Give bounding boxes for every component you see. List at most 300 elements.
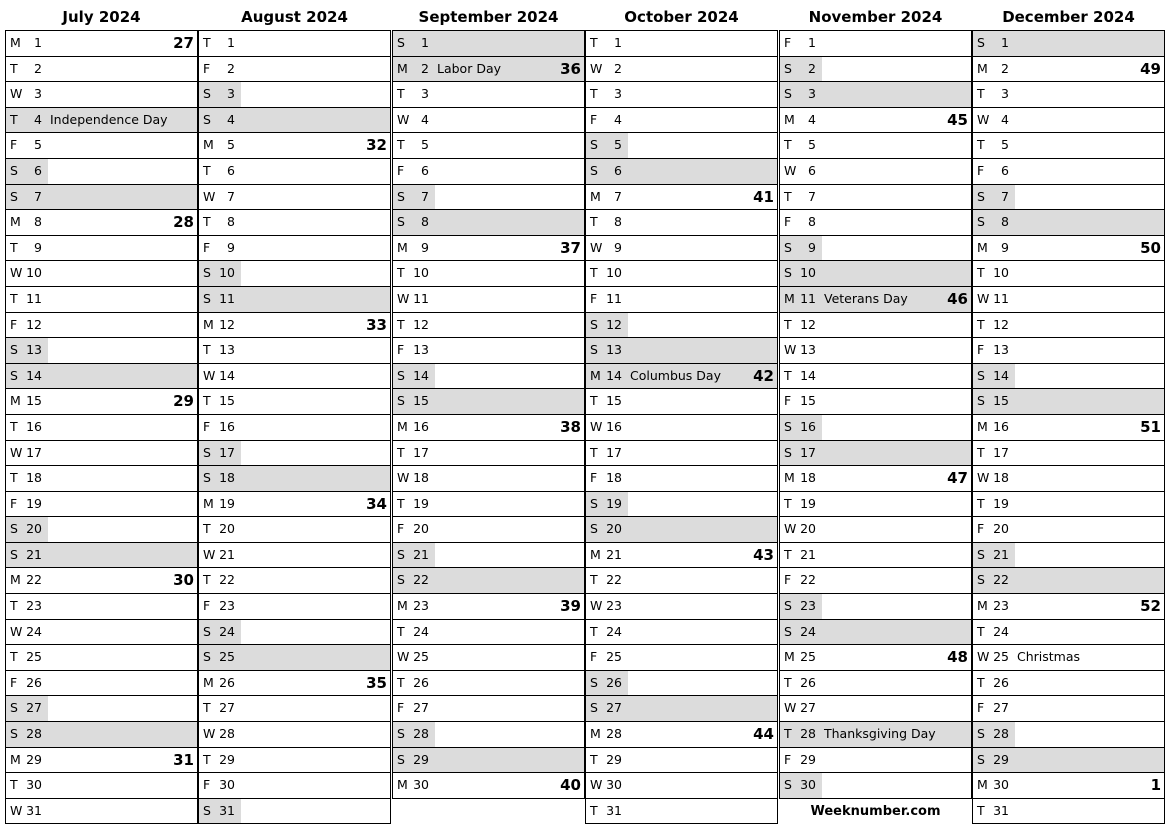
day-row <box>586 645 778 671</box>
day-number: 20 <box>800 521 816 537</box>
day-number: 24 <box>800 623 816 639</box>
day-row <box>199 568 391 594</box>
weekday-letter: S <box>784 444 792 460</box>
day-number: 16 <box>413 418 429 434</box>
day-number: 18 <box>800 470 816 486</box>
day-number: 29 <box>413 751 429 767</box>
day-row <box>973 722 1165 748</box>
day-number: 14 <box>219 367 235 383</box>
weekday-letter: F <box>203 418 211 434</box>
day-row <box>393 441 585 467</box>
day-number: 26 <box>993 674 1009 690</box>
weekday-letter: M <box>203 495 214 511</box>
day-row <box>6 722 198 748</box>
day-number: 31 <box>26 802 42 818</box>
day-row <box>6 799 198 825</box>
weekday-letter: M <box>784 649 795 665</box>
day-number: 30 <box>993 777 1009 793</box>
day-row <box>780 338 972 364</box>
weekday-letter: T <box>590 623 598 639</box>
weekday-letter: W <box>397 290 410 306</box>
day-row <box>199 159 391 185</box>
day-number: 25 <box>993 649 1009 665</box>
day-number: 11 <box>800 290 816 306</box>
weekday-letter: T <box>590 751 598 767</box>
day-number: 29 <box>800 751 816 767</box>
weekday-letter: T <box>590 265 598 281</box>
day-row <box>393 313 585 339</box>
day-number: 30 <box>26 777 42 793</box>
weekday-letter: S <box>590 162 598 178</box>
holiday-label: Christmas <box>1017 649 1081 665</box>
weekday-letter: S <box>397 188 405 204</box>
weekday-letter: S <box>784 86 792 102</box>
day-row <box>973 57 1165 83</box>
weekday-letter: F <box>10 495 18 511</box>
day-number: 27 <box>26 700 42 716</box>
weekday-letter: F <box>590 470 598 486</box>
day-row <box>973 568 1165 594</box>
weekday-letter: W <box>10 623 23 639</box>
day-row <box>393 210 585 236</box>
weekday-letter: S <box>10 188 18 204</box>
weekday-letter: T <box>203 35 211 50</box>
day-row <box>586 389 778 415</box>
week-number: 38 <box>560 417 581 436</box>
day-number: 21 <box>219 546 235 562</box>
day-row <box>973 338 1165 364</box>
weekday-letter: F <box>784 35 792 50</box>
day-row <box>199 645 391 671</box>
day-number: 9 <box>1001 239 1009 255</box>
day-row <box>6 287 198 313</box>
weekday-letter: T <box>590 393 598 409</box>
weekday-letter: F <box>784 393 792 409</box>
day-row <box>973 543 1165 569</box>
day-row <box>780 748 972 774</box>
day-number: 9 <box>614 239 622 255</box>
day-row <box>780 517 972 543</box>
day-number: 1 <box>227 35 235 50</box>
day-number: 3 <box>1001 86 1009 102</box>
day-number: 7 <box>421 188 429 204</box>
week-number: 32 <box>366 136 387 155</box>
day-row <box>393 185 585 211</box>
day-number: 28 <box>800 726 816 742</box>
day-number: 9 <box>421 239 429 255</box>
weekday-letter: W <box>397 470 410 486</box>
day-row <box>6 364 198 390</box>
weekday-letter: T <box>10 60 18 76</box>
day-row <box>393 133 585 159</box>
day-number: 23 <box>993 598 1009 614</box>
day-number: 6 <box>421 162 429 178</box>
weekday-letter: T <box>784 316 792 332</box>
day-number: 10 <box>26 265 42 281</box>
day-row <box>780 466 972 492</box>
day-row <box>586 261 778 287</box>
day-number: 11 <box>219 290 235 306</box>
day-row <box>973 799 1165 825</box>
weekday-letter: S <box>977 726 985 742</box>
day-row <box>393 82 585 108</box>
day-row <box>393 389 585 415</box>
day-number: 24 <box>26 623 42 639</box>
day-number: 2 <box>34 60 42 76</box>
day-row <box>393 108 585 134</box>
weekday-letter: W <box>10 86 23 102</box>
day-row <box>6 492 198 518</box>
day-row <box>6 108 198 134</box>
day-number: 11 <box>413 290 429 306</box>
day-number: 19 <box>219 495 235 511</box>
day-number: 20 <box>993 521 1009 537</box>
day-row <box>393 415 585 441</box>
week-number: 45 <box>947 110 968 129</box>
day-list <box>585 30 778 824</box>
day-row <box>6 236 198 262</box>
day-number: 17 <box>219 444 235 460</box>
day-row <box>586 31 778 57</box>
day-row <box>973 287 1165 313</box>
month-title: September 2024 <box>418 8 559 26</box>
day-number: 24 <box>413 623 429 639</box>
weekday-letter: T <box>203 214 211 230</box>
weekday-letter: F <box>784 572 792 588</box>
weekday-letter: T <box>203 521 211 537</box>
day-row <box>973 261 1165 287</box>
day-number: 23 <box>26 598 42 614</box>
day-row <box>973 133 1165 159</box>
weekday-letter: T <box>203 751 211 767</box>
weekday-letter: S <box>203 649 211 665</box>
weekday-letter: F <box>10 137 18 153</box>
day-row <box>973 236 1165 262</box>
day-number: 25 <box>800 649 816 665</box>
day-row <box>6 543 198 569</box>
weekday-letter: T <box>397 495 405 511</box>
day-number: 7 <box>1001 188 1009 204</box>
weekday-letter: T <box>10 649 18 665</box>
day-number: 20 <box>413 521 429 537</box>
weekday-letter: M <box>397 777 408 793</box>
day-row <box>199 57 391 83</box>
weekday-letter: M <box>397 598 408 614</box>
weekday-letter: T <box>977 86 985 102</box>
day-row <box>973 364 1165 390</box>
week-number: 44 <box>753 725 774 744</box>
weekday-letter: M <box>977 239 988 255</box>
day-row <box>586 82 778 108</box>
weekday-letter: S <box>203 802 211 818</box>
day-row <box>393 620 585 646</box>
day-number: 8 <box>808 214 816 230</box>
day-row <box>6 31 198 57</box>
holiday-label: Labor Day <box>437 60 502 76</box>
day-row <box>199 773 391 799</box>
day-row <box>586 517 778 543</box>
day-row <box>973 645 1165 671</box>
day-number: 8 <box>421 214 429 230</box>
weekday-letter: T <box>10 470 18 486</box>
weekday-letter: M <box>397 60 408 76</box>
weekday-letter: W <box>397 649 410 665</box>
weekday-letter: S <box>397 546 405 562</box>
day-number: 22 <box>26 572 42 588</box>
day-row <box>586 492 778 518</box>
weekday-letter: M <box>590 367 601 383</box>
day-number: 28 <box>26 726 42 742</box>
day-number: 19 <box>413 495 429 511</box>
day-number: 17 <box>413 444 429 460</box>
day-row <box>199 799 391 825</box>
day-row <box>973 671 1165 697</box>
weekday-letter: T <box>977 674 985 690</box>
day-number: 2 <box>421 60 429 76</box>
day-number: 12 <box>26 316 42 332</box>
weekday-letter: S <box>203 265 211 281</box>
weekday-letter: F <box>203 598 211 614</box>
week-number: 51 <box>1140 417 1161 436</box>
day-row <box>780 773 972 799</box>
weekday-letter: M <box>590 726 601 742</box>
day-row <box>393 236 585 262</box>
day-row <box>393 261 585 287</box>
weekday-letter: T <box>977 802 985 818</box>
weekday-letter: S <box>397 751 405 767</box>
day-row <box>6 748 198 774</box>
day-number: 6 <box>808 162 816 178</box>
day-row <box>199 748 391 774</box>
weekday-letter: S <box>590 316 598 332</box>
day-row <box>780 415 972 441</box>
day-number: 12 <box>800 316 816 332</box>
day-row <box>586 415 778 441</box>
day-row <box>780 645 972 671</box>
day-row <box>780 568 972 594</box>
day-number: 29 <box>993 751 1009 767</box>
holiday-label: Independence Day <box>50 111 168 127</box>
day-row <box>6 441 198 467</box>
day-number: 28 <box>606 726 622 742</box>
week-number: 33 <box>366 315 387 334</box>
weekday-letter: W <box>10 265 23 281</box>
month-title: August 2024 <box>241 8 348 26</box>
weekday-letter: T <box>590 214 598 230</box>
day-number: 3 <box>227 86 235 102</box>
week-number: 28 <box>173 213 194 232</box>
day-number: 2 <box>614 60 622 76</box>
day-row <box>199 671 391 697</box>
day-number: 21 <box>413 546 429 562</box>
day-row <box>586 313 778 339</box>
day-row <box>586 287 778 313</box>
month-column <box>779 0 972 824</box>
day-row <box>973 159 1165 185</box>
day-row <box>199 517 391 543</box>
weekday-letter: S <box>10 700 18 716</box>
weekday-letter: W <box>10 802 23 818</box>
weekday-letter: S <box>203 86 211 102</box>
day-row <box>973 108 1165 134</box>
day-number: 10 <box>800 265 816 281</box>
day-number: 4 <box>227 111 235 127</box>
weekday-letter: S <box>397 393 405 409</box>
day-row <box>586 133 778 159</box>
day-number: 27 <box>413 700 429 716</box>
day-number: 13 <box>26 342 42 358</box>
weekday-letter: T <box>590 572 598 588</box>
day-number: 16 <box>606 418 622 434</box>
day-number: 18 <box>26 470 42 486</box>
weekday-letter: M <box>203 316 214 332</box>
day-number: 20 <box>606 521 622 537</box>
day-number: 19 <box>993 495 1009 511</box>
day-number: 4 <box>34 111 42 127</box>
weekday-letter: M <box>590 546 601 562</box>
day-number: 15 <box>413 393 429 409</box>
day-row <box>6 159 198 185</box>
day-number: 18 <box>413 470 429 486</box>
day-number: 4 <box>808 111 816 127</box>
weekday-letter: S <box>977 188 985 204</box>
weekday-letter: T <box>590 802 598 818</box>
day-row <box>6 568 198 594</box>
day-number: 22 <box>219 572 235 588</box>
week-number: 43 <box>753 545 774 564</box>
day-number: 19 <box>26 495 42 511</box>
day-number: 31 <box>606 802 622 818</box>
day-number: 25 <box>606 649 622 665</box>
day-row <box>586 441 778 467</box>
day-row <box>6 261 198 287</box>
day-row <box>199 82 391 108</box>
week-number: 27 <box>173 34 194 52</box>
week-number: 52 <box>1140 597 1161 616</box>
weekday-letter: W <box>977 111 990 127</box>
weekday-letter: T <box>977 444 985 460</box>
day-row <box>586 466 778 492</box>
day-list <box>972 30 1165 824</box>
weekday-letter: M <box>784 290 795 306</box>
weekday-letter: S <box>784 623 792 639</box>
day-row <box>393 543 585 569</box>
weekday-letter: M <box>977 418 988 434</box>
day-number: 5 <box>614 137 622 153</box>
day-number: 25 <box>219 649 235 665</box>
day-number: 31 <box>219 802 235 818</box>
day-number: 29 <box>606 751 622 767</box>
weekday-letter: W <box>590 418 603 434</box>
day-row <box>780 313 972 339</box>
weekday-letter: S <box>590 674 598 690</box>
weekday-letter: S <box>590 700 598 716</box>
weekday-letter: M <box>10 393 21 409</box>
day-row <box>199 261 391 287</box>
week-number: 46 <box>947 289 968 308</box>
day-number: 30 <box>800 777 816 793</box>
weekday-letter: W <box>977 649 990 665</box>
day-number: 21 <box>800 546 816 562</box>
weekday-letter: M <box>10 214 21 230</box>
day-row <box>6 671 198 697</box>
weekday-letter: T <box>10 111 18 127</box>
day-row <box>973 415 1165 441</box>
holiday-label: Columbus Day <box>630 367 721 383</box>
weekday-letter: T <box>397 674 405 690</box>
weekday-letter: M <box>977 777 988 793</box>
weekday-letter: F <box>397 700 405 716</box>
weekday-letter: W <box>590 598 603 614</box>
day-number: 21 <box>606 546 622 562</box>
weekday-letter: T <box>784 546 792 562</box>
day-row <box>780 594 972 620</box>
day-number: 30 <box>413 777 429 793</box>
day-number: 9 <box>34 239 42 255</box>
day-row <box>973 492 1165 518</box>
day-number: 11 <box>993 290 1009 306</box>
weekday-letter: S <box>977 393 985 409</box>
day-number: 19 <box>800 495 816 511</box>
day-row <box>586 799 778 825</box>
day-number: 2 <box>808 60 816 76</box>
weekday-letter: T <box>397 316 405 332</box>
day-row <box>586 748 778 774</box>
weekday-letter: S <box>590 342 598 358</box>
weekday-letter: F <box>397 342 405 358</box>
day-number: 29 <box>26 751 42 767</box>
day-number: 14 <box>606 367 622 383</box>
day-row <box>6 313 198 339</box>
weekday-letter: S <box>977 572 985 588</box>
day-row <box>780 364 972 390</box>
day-row <box>199 594 391 620</box>
day-number: 2 <box>1001 60 1009 76</box>
day-number: 12 <box>219 316 235 332</box>
weekday-letter: T <box>397 444 405 460</box>
day-row <box>393 57 585 83</box>
day-row <box>199 441 391 467</box>
day-number: 6 <box>614 162 622 178</box>
day-number: 10 <box>219 265 235 281</box>
month-title: October 2024 <box>624 8 739 26</box>
day-row <box>393 517 585 543</box>
day-row <box>586 722 778 748</box>
day-row <box>780 82 972 108</box>
day-number: 22 <box>606 572 622 588</box>
weekday-letter: S <box>10 162 18 178</box>
day-row <box>199 210 391 236</box>
day-row <box>199 31 391 57</box>
day-row <box>199 338 391 364</box>
day-row <box>393 364 585 390</box>
weekday-letter: F <box>977 162 985 178</box>
day-row <box>973 594 1165 620</box>
weekday-letter: F <box>203 60 211 76</box>
day-number: 1 <box>614 35 622 50</box>
weekday-letter: T <box>784 188 792 204</box>
day-number: 7 <box>614 188 622 204</box>
day-row <box>973 389 1165 415</box>
day-row <box>6 645 198 671</box>
day-number: 14 <box>413 367 429 383</box>
day-row <box>780 287 972 313</box>
weekday-letter: T <box>203 342 211 358</box>
day-number: 17 <box>800 444 816 460</box>
day-row <box>6 133 198 159</box>
weekday-letter: W <box>203 188 216 204</box>
day-number: 3 <box>34 86 42 102</box>
